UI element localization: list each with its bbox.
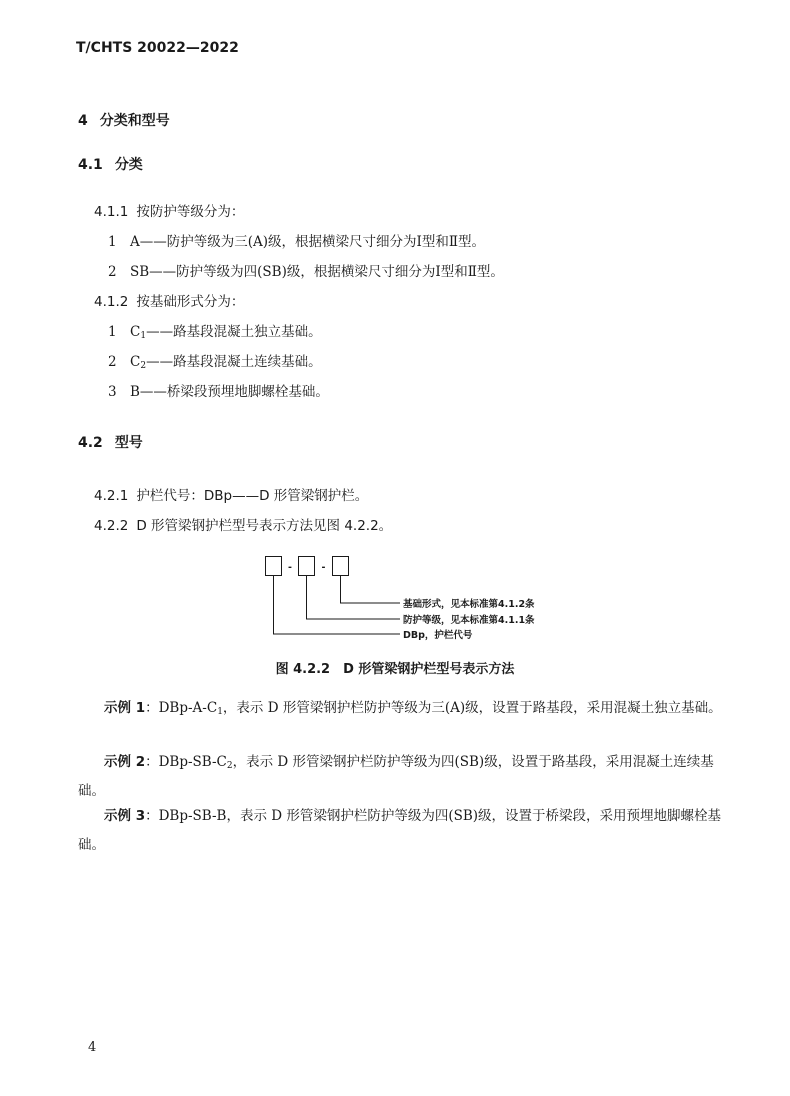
separator-dash: - xyxy=(288,562,292,573)
list-item-code: C xyxy=(130,354,141,370)
code-label: DBp，护栏代号 xyxy=(403,630,473,641)
list-item-text: ——路基段混凝土连续基础。 xyxy=(146,354,322,370)
example-paragraph xyxy=(78,750,738,804)
example-label: 示例 1 xyxy=(104,700,146,716)
protection-box xyxy=(299,557,315,576)
clause-number: 4.1.2 xyxy=(94,294,129,310)
example-text: ，表示 D 形管梁钢护栏防护等级为四(SB)级，设置于路基段，采用混凝土连续基础。 xyxy=(78,754,714,799)
code-box xyxy=(266,557,282,576)
list-item-number: 1 xyxy=(108,324,117,340)
clause-text: D 形管梁钢护栏型号表示方法见图 4.2.2。 xyxy=(136,518,393,534)
list-item-number: 2 xyxy=(108,264,117,280)
example-subscript: 1 xyxy=(217,707,223,717)
foundation-leader-line xyxy=(341,576,401,603)
clause-title: 按防护等级分为： xyxy=(136,204,245,220)
section-title: 分类和型号 xyxy=(99,113,170,129)
code-leader-line xyxy=(274,576,401,634)
list-item-text: ——路基段混凝土独立基础。 xyxy=(146,324,322,340)
list-item-number: 1 xyxy=(108,234,117,250)
example-subscript: 2 xyxy=(226,761,233,771)
section-number: 4 xyxy=(78,113,88,129)
document-code: T/CHTS 20022—2022 xyxy=(76,40,239,56)
page-number: 4 xyxy=(88,1040,97,1055)
list-item-number: 2 xyxy=(108,354,117,370)
subsection-title: 型号 xyxy=(114,435,143,451)
clause-number: 4.2.2 xyxy=(94,518,129,534)
example-code: ：DBp-A-C xyxy=(145,700,218,716)
subsection-title: 分类 xyxy=(114,157,143,173)
clause-number: 4.1.1 xyxy=(94,204,129,220)
list-item-text: B——桥梁段预埋地脚螺栓基础。 xyxy=(130,384,329,400)
example-label: 示例 3 xyxy=(104,808,146,824)
example-label: 示例 2 xyxy=(104,754,146,770)
clause-title: 按基础形式分为： xyxy=(136,294,245,310)
subsection-number: 4.2 xyxy=(78,435,103,451)
example-text: ，表示 D 形管梁钢护栏防护等级为三(A)级，设置于路基段，采用混凝土独立基础。 xyxy=(222,700,722,716)
example-code: ：DBp-SB-B xyxy=(145,808,227,824)
list-item-text: SB——防护等级为四(SB)级，根据横梁尺寸细分为Ⅰ型和Ⅱ型。 xyxy=(130,264,504,280)
example-paragraph xyxy=(78,696,738,725)
protection-label: 防护等级，见本标准第4.1.1条 xyxy=(403,615,535,626)
list-item-text: A——防护等级为三(A)级，根据横梁尺寸细分为Ⅰ型和Ⅱ型。 xyxy=(130,234,486,250)
clause-text: 护栏代号：DBp——D 形管梁钢护栏。 xyxy=(136,488,369,504)
list-item-code: C xyxy=(130,324,141,340)
separator-dash: - xyxy=(321,562,326,573)
foundation-box xyxy=(333,557,349,576)
list-item-subscript: 1 xyxy=(140,331,147,341)
example-text: ，表示 D 形管梁钢护栏防护等级为四(SB)级，设置于桥梁段，采用预埋地脚螺栓基础。 xyxy=(78,808,722,853)
foundation-label: 基础形式，见本标准第4.1.2条 xyxy=(403,599,535,610)
clause-number: 4.2.1 xyxy=(94,488,129,504)
list-item-subscript: 2 xyxy=(140,361,147,371)
figure-caption: 图 4.2.2 D 形管梁钢护栏型号表示方法 xyxy=(275,662,515,677)
protection-leader-line xyxy=(307,576,401,619)
list-item-number: 3 xyxy=(108,384,117,400)
example-paragraph xyxy=(78,804,738,858)
subsection-number: 4.1 xyxy=(78,157,103,173)
example-code: ：DBp-SB-C xyxy=(145,754,227,770)
